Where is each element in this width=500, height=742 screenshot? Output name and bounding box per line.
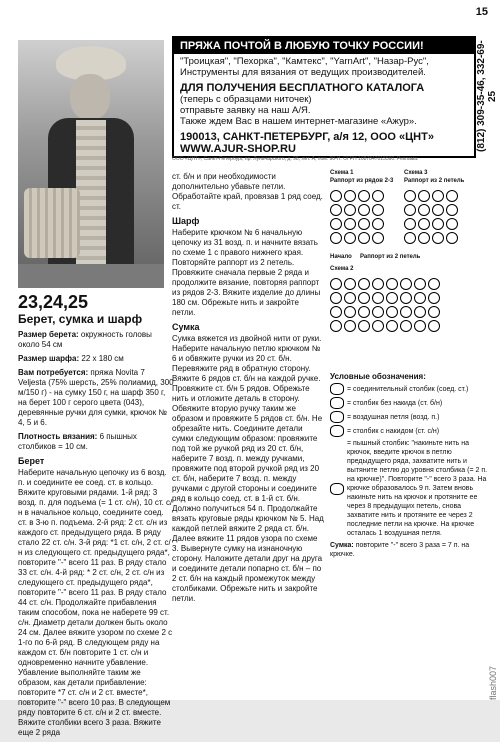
bag-note-label: Сумка: <box>330 542 354 549</box>
middle-intro: ст. б/н и при необходимости дополнительно убавьте петли. Обработайте край, провязав 1 ряд соед. ст. <box>172 172 323 211</box>
middle-column <box>172 172 324 608</box>
chain-stitch-icon <box>330 411 344 423</box>
yarn-advertisement <box>172 36 498 158</box>
ad-footer: ООО «ЦНТ», Санкт-Петербург, пр. Луначарского, д. 98, лит. А, пом. 90-Н. ОГРН 1087847015590. Реклама. <box>172 156 419 162</box>
double-crochet-icon <box>330 425 344 437</box>
slip-stitch-icon <box>330 383 344 395</box>
scheme1-rapport-label: Раппорт из рядов 2-3 <box>330 178 394 184</box>
bag-instructions: Сумка вяжется из двойной нити от руки. Наберите начальную петлю крючком № 6 и обвяжите ручки из 20 ст. б/н. Перевяжите ряд в обратную сторону. Вяжите 6 рядов ст. б/н на каждой ручке. Провяжите ст. б/н 5 рядов. Обрежьте нить и отложите деталь в сторону. Обвяжите вторую ручку таким же образом и провяжите 5 рядов ст. б/н. Не обрезайте нить. Соедините детали сумки следующим образом: провяжите под той же ручкой ряд из 20 ст. б/н, наберите 7 возд. п. между ручками, провяжите под второй ручкой ряд из 20 ст. б/н, наберите 7 возд. п. между ручками с другой стороны и соедините ряд в кольцо соед. ст. в 1-й ст. б/н. Должно получиться 54 п. Продолжайте вязать круговые ряды крючком № 5. Над каждой петлей вяжите 2 ряда ст. б/н. Далее вяжите 11 рядов узора по схеме 3. Вывернуте сумку на изнаночную сторону. Наложите детали друг на друга и соедините детали попарно ст. б/н – по 2 ст. б/н на каждый промежуток между столбиками. Обрежьте нить и закройте петли. <box>172 334 324 603</box>
scheme1-label: Схема 1 <box>330 170 354 176</box>
size-beret: окружность головы около 54 см <box>18 330 152 349</box>
ad-site: WWW.AJUR-SHOP.RU <box>180 143 296 155</box>
legend-item: = пышный столбик: "накиньте нить на крючок, введите крючок в петлю предыдущего ряда, захватите нить и вытяните петлю до уровня столбика (= 2 п. на крючке)". Повторите "-" всего 3 раза. На крючке образовалось 9 п. Затем вновь накиньте нить на крючок и протяните ее через 8 предыдущих петель, снова захватите нить и протяните ее через 2 последние петли на крючке. На крючке осталась 1 воздушная петля. <box>330 439 490 538</box>
bag-heading: Сумка <box>172 322 200 332</box>
legend-title: Условные обозначения: <box>330 372 426 381</box>
watermark: flash007 <box>488 665 498 700</box>
scheme3-rapport-label: Раппорт из 2 петель <box>404 178 465 184</box>
start-label: Начало <box>330 254 352 260</box>
scarf-heading: Шарф <box>172 216 200 226</box>
ad-catalog-site: Также ждем Вас в нашем интернет-магазине «Ажур». <box>180 116 417 127</box>
ad-tools: Инструменты для вязания от ведущих производителей. <box>180 67 426 78</box>
bag-illustration <box>24 188 80 258</box>
beret-heading: Берет <box>18 456 45 466</box>
face-illustration <box>70 74 110 120</box>
puff-stitch-icon <box>330 483 344 495</box>
legend-item: = столбик без накида (ст. б/н) <box>330 397 490 409</box>
scarf-instructions: Наберите крючком № 6 начальную цепочку из 31 возд. п. и начните вязать по схеме 1 с правого нижнего края. Повторяйте раппорт из 2 петель. Провяжите сначала первые 2 ряда и продолжите вязание, повторяя раппорт из рядов 2-3. Вяжите изделие до длины 180 см. Обрежьте нить и закройте петли. <box>172 228 321 317</box>
bag-note: повторите "-" всего 3 раза = 7 п. на крючке. <box>330 542 470 558</box>
crochet-diagrams <box>330 170 490 400</box>
scheme1-grid <box>330 190 384 244</box>
ad-brands: "Троицкая", "Пехорка", "Камтекс", "YarnArt", "Назар-Рус", <box>180 56 429 67</box>
page-number: 15 <box>475 6 488 18</box>
beret-instructions: Наберите начальную цепочку из 6 возд. п. и соедините ее соед. ст. в кольцо. Вяжите круговыми рядами. 1-й ряд: 3 возд. п. для подъема (= 1 ст. с/н), 10 ст. с/н в начальное кольцо, соедините соед. ст. в 3-ю п. подъема. 2-й ряд: 2 ст. с/н из каждого ст. предыдущего ряда. В ряду стало 22 ст. с/н. 3-й ряд: *1 ст. с/н, 2 ст. с/н из следующего ст. предыдущего ряда*, повторите "-" всего 11 раз. В ряду стало 33 ст. с/н. 4-й ряд: * 2 ст. с/н, 2 ст. с/н из следующего ст. предыдущего ряда*, повторите "-" всего 11 раз. В ряду стало 44 ст. с/н. Продолжайте прибавления таким способом, пока не наберете 99 ст. с/н. Диаметр детали должен быть около 24 см. Далее вяжите узором по схеме 2 с 1-го по 6-й ряд. В следующем ряду на каждом ст. б/н повторите 1 ст. с/н и одновременно начните убавление. Убавление выполняйте таким же образом, как детали прибавление: повторите *7 ст. с/н и 2 ст. вместе*, повторите "-" всего 10 раз. В следующем ряду повторите 6 ст. с/н и 2 ст. вместе. Вяжите столбики всего 3 раза. Вяжите еще 2 ряда <box>18 468 173 737</box>
ad-phone: (812) 309-35-46, 332-69-25 <box>476 40 498 152</box>
size-scarf-label: Размер шарфа: <box>18 354 80 363</box>
scheme2-label: Схема 2 <box>330 266 354 272</box>
ad-catalog-sub: (теперь с образцами ниточек) <box>180 94 312 105</box>
ad-address: 190013, САНКТ-ПЕТЕРБУРГ, а/я 12, ООО «ЦНТ» <box>180 131 434 143</box>
left-column <box>18 330 174 742</box>
legend-item: = столбик с накидом (ст. с/н) <box>330 425 490 437</box>
materials: пряжа Novita 7 Veljesta (75% шерсть, 25% полиамид, 300 м/150 г) - на сумку 150 г, на шарф 350 г, на берет 100 г серого цвета (043), деревянные ручки для сумки, крючок № 4, 5 и 6. <box>18 368 174 427</box>
scheme2-grid <box>330 278 440 332</box>
legend-item: = воздушная петля (возд. п.) <box>330 411 490 423</box>
bench-illustration <box>18 264 164 288</box>
scarf-illustration <box>76 120 106 270</box>
density-label: Плотность вязания: <box>18 432 98 441</box>
scheme3-grid <box>404 190 458 244</box>
article-title: Берет, сумка и шарф <box>18 312 143 326</box>
scheme1-bottom-label: Раппорт из 2 петель <box>360 254 421 260</box>
size-beret-label: Размер берета: <box>18 330 79 339</box>
legend <box>330 372 490 559</box>
materials-label: Вам потребуется: <box>18 368 89 377</box>
scheme3-label: Схема 3 <box>404 170 428 176</box>
ad-catalog-send: отправьте заявку на наш А/Я. <box>180 105 311 116</box>
density: 6 пышных столбиков = 10 см. <box>18 432 137 451</box>
model-photo <box>18 40 164 288</box>
single-crochet-icon <box>330 397 344 409</box>
size-scarf: 22 х 180 см <box>81 354 124 363</box>
legend-item: = соединительный столбик (соед. ст.) <box>330 383 490 395</box>
ad-catalog-title: ДЛЯ ПОЛУЧЕНИЯ БЕСПЛАТНОГО КАТАЛОГА <box>180 82 425 94</box>
article-number: 23,24,25 <box>18 292 89 312</box>
ad-headline: ПРЯЖА ПОЧТОЙ В ЛЮБУЮ ТОЧКУ РОССИИ! <box>174 38 474 54</box>
